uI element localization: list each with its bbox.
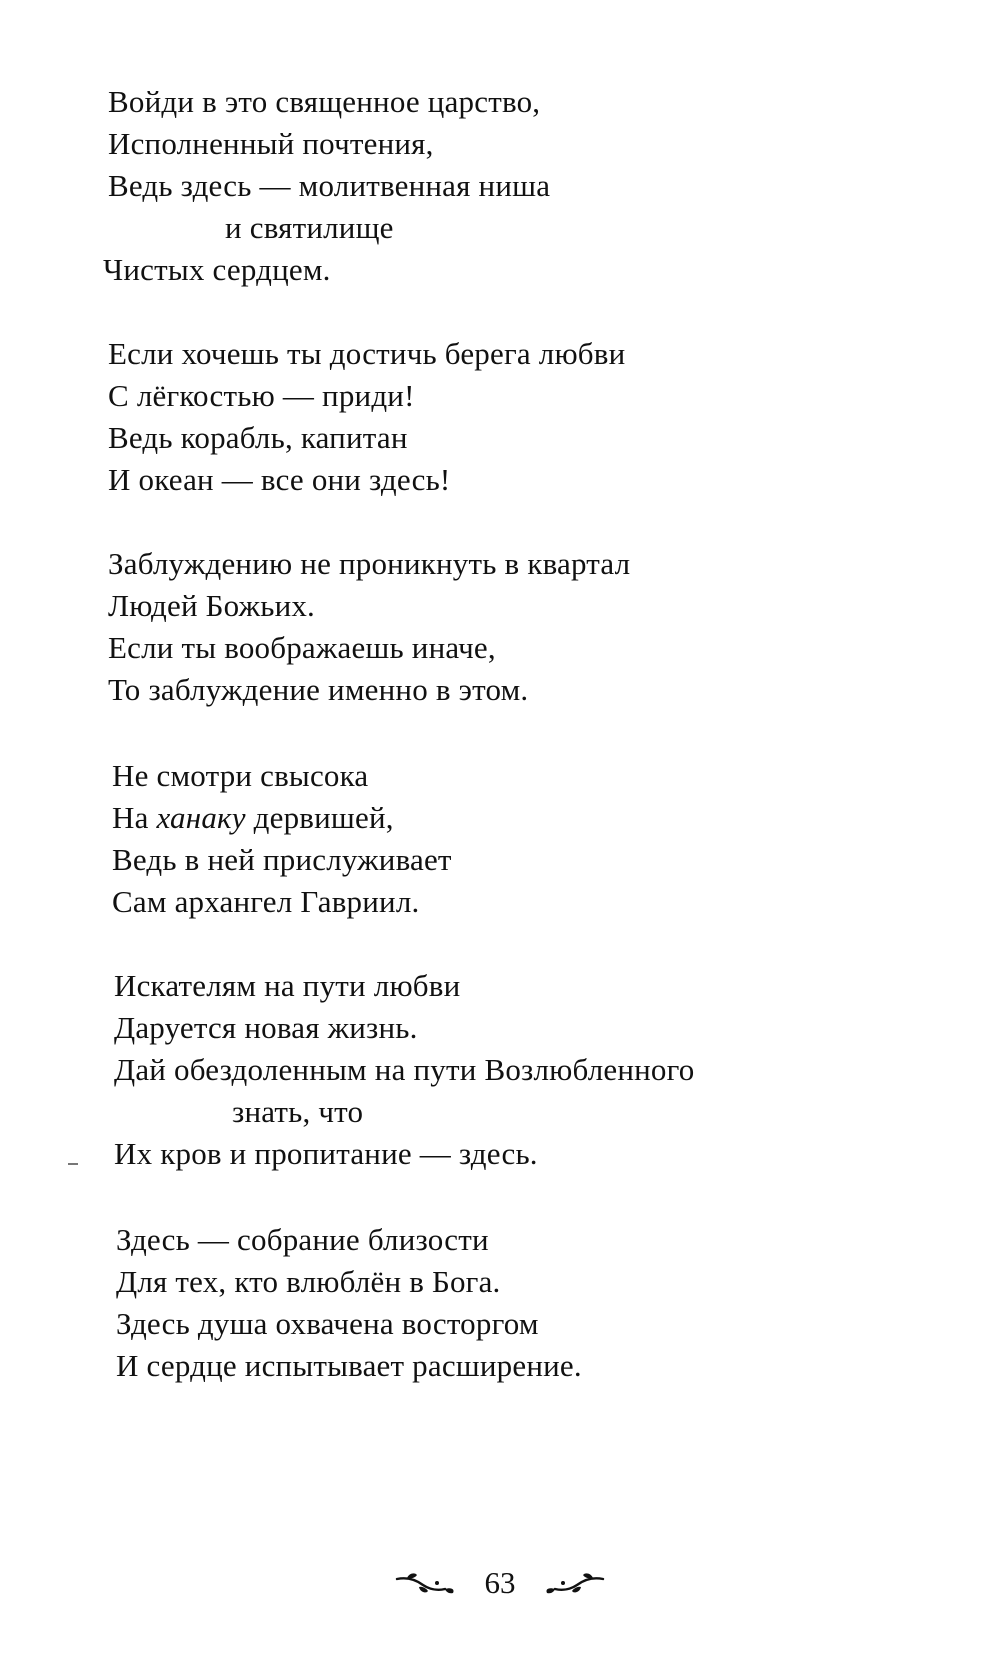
poem-line: Здесь душа охвачена восторгом [116,1306,539,1341]
poem-line: Людей Божьих. [108,588,316,623]
poem-line: Даруется новая жизнь. [114,1010,418,1045]
poem-line: С лёгкостью — приди! [108,378,415,413]
poem-line: То заблуждение именно в этом. [108,672,529,707]
poem-line: Ведь корабль, капитан [108,420,408,455]
poem-line-continuation: знать, что [232,1094,364,1129]
poem-line: Искателям на пути любви [114,968,461,1003]
poem-line-continuation: и святилище [225,210,394,245]
poem-line: Чистых сердцем. [103,252,331,287]
poem-line: Сам архангел Гавриил. [112,884,420,919]
poem-text: дервишей, [245,800,394,835]
poem-line: Ведь здесь — молитвенная ниша [108,168,551,203]
poem-line: Если хочешь ты достичь берега любви [108,336,626,371]
poem-line: Здесь — собрание близости [116,1222,489,1257]
margin-mark [68,1163,78,1165]
leaf-ornament-right-icon [537,1571,607,1595]
poem-line: Не смотри свысока [112,758,369,793]
poem-line: Если ты воображаешь иначе, [108,630,496,665]
poem-line: Дай обездоленным на пути Возлюбленного [114,1052,695,1087]
poem-line: Для тех, кто влюблён в Бога. [116,1264,501,1299]
poem-line: Ведь в ней прислуживает [112,842,452,877]
poem-line: Исполненный почтения, [108,126,434,161]
poem-line: Заблуждению не проникнуть в квартал [108,546,631,581]
poem-line: Войди в это священное царство, [108,84,541,119]
poem-line: Их кров и пропитание — здесь. [114,1136,538,1171]
page-footer [0,1560,1000,1603]
poem-line: И сердце испытывает расширение. [116,1348,582,1383]
poem-text: На [112,800,157,835]
leaf-ornament-left-icon [393,1571,463,1595]
poem-line [112,798,394,838]
page-number: 63 [484,1564,516,1600]
poem-line: И океан — все они здесь! [108,462,451,497]
italic-term: ханаку [156,800,246,835]
